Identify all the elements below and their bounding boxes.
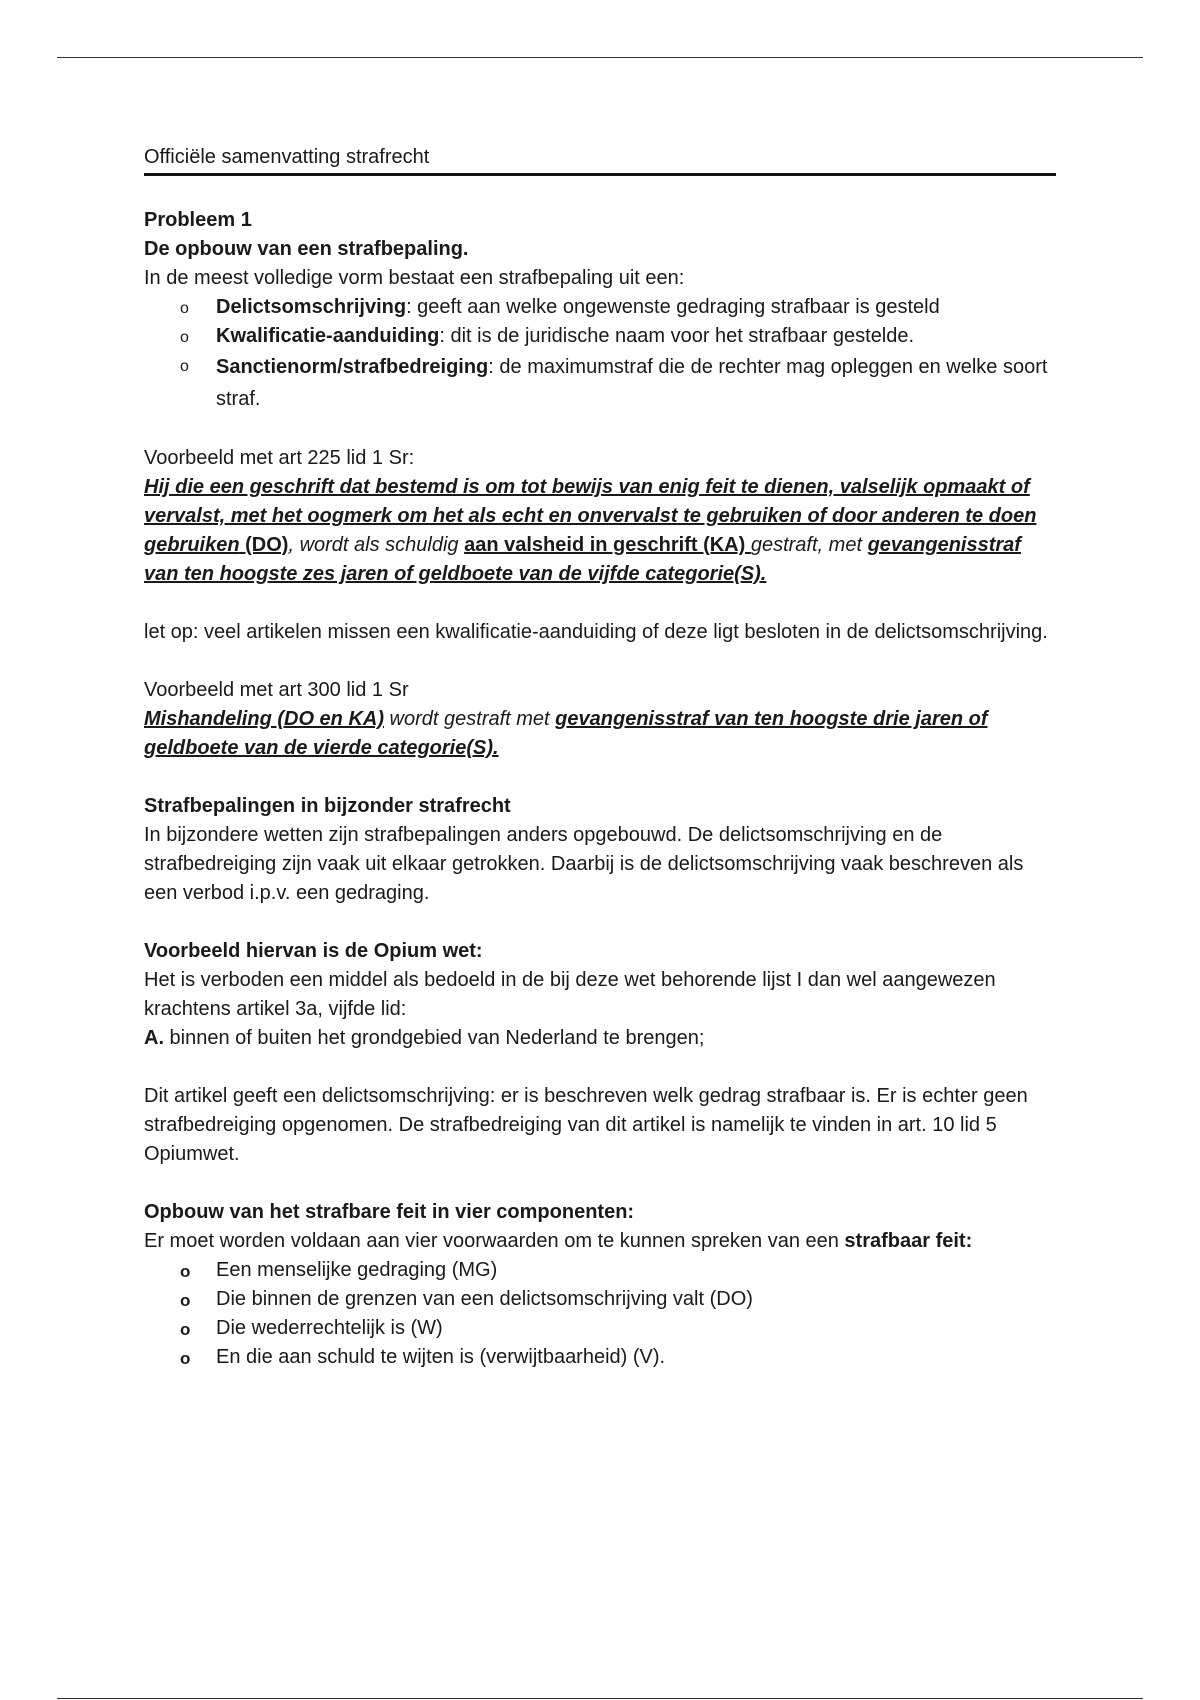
page-bottom-rule bbox=[57, 1698, 1143, 1699]
example-quote-part: aan valsheid in geschrift (KA) bbox=[464, 534, 751, 556]
bullet-marker: o bbox=[180, 358, 189, 375]
list-item-term: Sanctienorm/strafbedreiging bbox=[216, 356, 489, 378]
example-quote-part: Hij die een geschrift dat bestemd is om tot bewijs van enig feit te dienen, valselijk opmaakt of vervalst, met het oogmerk om het als echt en onvervalst te gebruiken of door anderen te doen gebruiken bbox=[144, 476, 1037, 556]
list-item bbox=[180, 351, 1056, 415]
list-item bbox=[180, 1256, 1056, 1285]
example-label: Voorbeeld met art 300 lid 1 Sr bbox=[144, 679, 409, 701]
list-item bbox=[180, 1314, 1056, 1343]
list-item bbox=[180, 322, 1056, 351]
example-quote-part: gevangenisstraf van ten hoogste drie jaren of geldboete van de vierde categorie(S). bbox=[144, 708, 988, 759]
example-quote-part: , wordt als schuldig bbox=[288, 534, 465, 556]
list-item-text: : dit is de juridische naam voor het strafbaar gestelde. bbox=[439, 325, 915, 347]
paragraph: Dit artikel geeft een delictsomschrijving: er is beschreven welk gedrag strafbaar is. Er is echter geen strafbedreiging opgenomen. De strafbedreiging van dit artikel is namelijk te vinden in art. 10 lid 5 Opiumwet. bbox=[144, 1085, 1028, 1165]
section-heading: Strafbepalingen in bijzonder strafrecht bbox=[144, 795, 511, 817]
section-heading: Probleem 1 bbox=[144, 209, 252, 231]
bullet-marker: o bbox=[180, 329, 189, 346]
list-item-term: Kwalificatie-aanduiding bbox=[216, 325, 440, 347]
bullet-list bbox=[144, 293, 1056, 415]
item-text: binnen of buiten het grondgebied van Nederland te brengen; bbox=[164, 1027, 705, 1049]
list-item-text: : de maximumstraf die de rechter mag opleggen en welke soort straf. bbox=[216, 356, 1048, 410]
page-top-rule bbox=[57, 57, 1143, 58]
list-item-text: Een menselijke gedraging (MG) bbox=[216, 1259, 498, 1281]
list-item-text: Die binnen de grenzen van een delictsomschrijving valt (DO) bbox=[216, 1288, 753, 1310]
list-item-term: Delictsomschrijving bbox=[216, 296, 407, 318]
note-paragraph: let op: veel artikelen missen een kwalificatie-aanduiding of deze ligt besloten in de delictsomschrijving. bbox=[144, 621, 1048, 643]
list-item-text: Die wederrechtelijk is (W) bbox=[216, 1317, 443, 1339]
paragraph: In bijzondere wetten zijn strafbepalingen anders opgebouwd. De delictsomschrijving en de strafbedreiging zijn vaak uit elkaar getrokken. Daarbij is de delictsomschrijving vaak beschreven als een verbod i.p.v. een gedraging. bbox=[144, 824, 1024, 904]
bullet-marker: o bbox=[180, 1320, 191, 1339]
paragraph: Het is verboden een middel als bedoeld in de bij deze wet behorende lijst I dan wel aangewezen krachtens artikel 3a, vijfde lid: bbox=[144, 969, 996, 1020]
bullet-marker: o bbox=[180, 1349, 191, 1368]
example-quote-part: gestraft, met bbox=[750, 534, 868, 556]
list-item-text: : geeft aan welke ongewenste gedraging strafbaar is gesteld bbox=[406, 296, 940, 318]
example-quote-part: gevangenisstraf van ten hoogste zes jaren of geldboete van de vijfde categorie(S). bbox=[144, 534, 1021, 585]
section-heading: Opbouw van het strafbare feit in vier componenten: bbox=[144, 1201, 635, 1223]
section-heading: Voorbeeld hiervan is de Opium wet: bbox=[144, 940, 483, 962]
example-label: Voorbeeld met art 225 lid 1 Sr: bbox=[144, 447, 415, 469]
example-quote bbox=[144, 705, 1056, 763]
document-title: Officiële samenvatting strafrecht bbox=[144, 146, 430, 168]
bullet-marker: o bbox=[180, 1262, 191, 1281]
example-quote-tag: (DO) bbox=[239, 534, 289, 556]
bullet-list bbox=[144, 1256, 1056, 1372]
section-subheading: De opbouw van een strafbepaling. bbox=[144, 238, 469, 260]
example-quote bbox=[144, 473, 1056, 589]
list-item bbox=[180, 1285, 1056, 1314]
paragraph: In de meest volledige vorm bestaat een strafbepaling uit een: bbox=[144, 267, 685, 289]
document-header bbox=[144, 143, 1056, 176]
paragraph bbox=[144, 1024, 1056, 1053]
paragraph-text: Er moet worden voldaan aan vier voorwaarden om te kunnen spreken van een bbox=[144, 1230, 845, 1252]
item-label: A. bbox=[144, 1027, 164, 1049]
example-quote-part: wordt gestraft met bbox=[384, 708, 556, 730]
paragraph bbox=[144, 1227, 1056, 1256]
list-item bbox=[180, 1343, 1056, 1372]
document-body bbox=[144, 143, 1056, 1372]
list-item-text: En die aan schuld te wijten is (verwijtbaarheid) (V). bbox=[216, 1346, 666, 1368]
paragraph-emphasis: strafbaar feit: bbox=[844, 1230, 973, 1252]
bullet-marker: o bbox=[180, 1291, 191, 1310]
example-quote-part: Mishandeling (DO en KA) bbox=[144, 708, 384, 730]
list-item bbox=[180, 293, 1056, 322]
bullet-marker: o bbox=[180, 300, 189, 317]
